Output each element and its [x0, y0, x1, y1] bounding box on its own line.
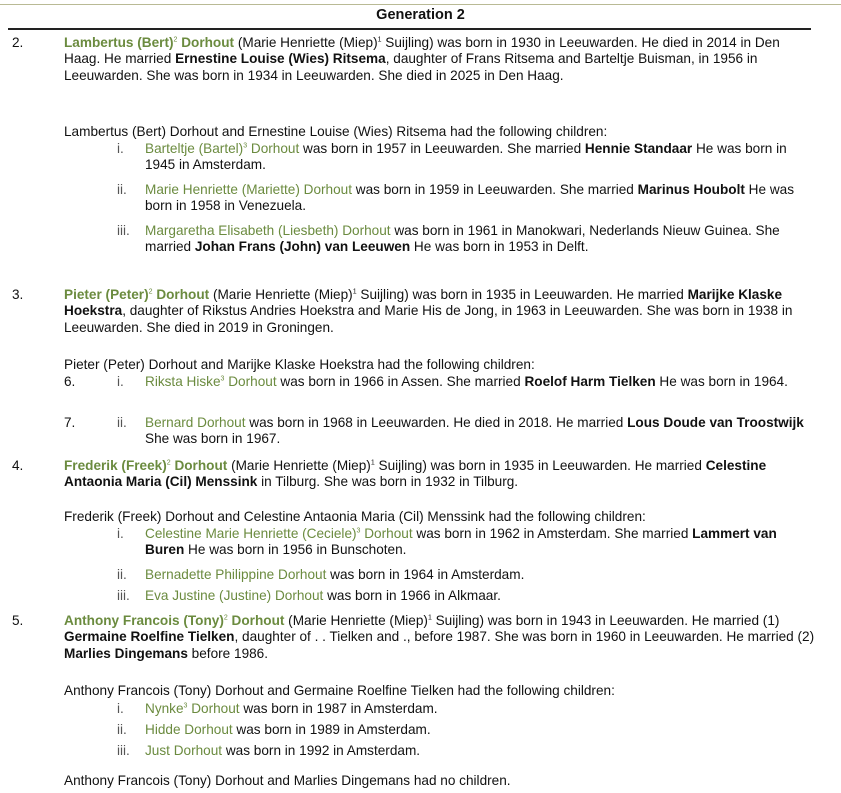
child-name[interactable]: Marie Henriette (Mariette) Dorhout	[145, 182, 352, 197]
parent-text: (Marie Henriette (Miep)	[209, 287, 353, 302]
generation-heading: Generation 2	[376, 7, 465, 23]
bio-text: Suijling) was born in 1930 in Leeuwarden. He died in 2014 in Den Haag. He married	[64, 35, 780, 67]
child-text	[145, 182, 815, 215]
child-bio: was born in 1992 in Amsterdam.	[222, 743, 421, 758]
generation-sup: 2	[148, 288, 153, 296]
child-bio: was born in 1968 in Leeuwarden. He died in 2018. He married	[245, 415, 628, 430]
entry-number: 5.	[12, 613, 24, 628]
child-surname[interactable]: Dorhout	[187, 701, 240, 716]
child-text	[145, 223, 815, 256]
child-gen-sup: 3	[183, 702, 188, 710]
child-gen-sup: 3	[356, 527, 361, 535]
child-spouse-bio: She was born in 1967.	[145, 431, 281, 447]
parent-text: (Marie Henriette (Miep)	[284, 613, 428, 628]
child-text	[145, 526, 815, 559]
parent-text: (Marie Henriette (Miep)	[227, 458, 371, 473]
child-name[interactable]: Bernadette Philippine Dorhout	[145, 567, 327, 582]
generation-sup: 2	[166, 459, 171, 467]
child-spouse: Roelof Harm Tielken	[524, 374, 656, 389]
child-bio: was born in 1964 in Amsterdam.	[326, 567, 525, 582]
child-roman: ii.	[117, 567, 127, 582]
entry-number: 3.	[12, 287, 24, 302]
bio-text: Suijling) was born in 1943 in Leeuwarden. He married (1)	[431, 613, 780, 628]
spouse-name: Marijke Klaske Hoekstra	[64, 287, 783, 319]
children-intro: Lambertus (Bert) Dorhout and Ernestine Louise (Wies) Ritsema had the following children:	[64, 124, 608, 139]
bio-text: Suijling) was born in 1935 in Leeuwarden. He married	[356, 287, 688, 302]
child-roman: i.	[117, 701, 124, 716]
parent-gen-sup: 1	[352, 288, 357, 296]
child-spouse-bio: He was born in 1953 in Delft.	[410, 239, 589, 255]
spouse-name: Celestine Antaonia Maria (Cil) Menssink	[64, 458, 767, 490]
top-border-line	[0, 4, 841, 5]
child-roman: iii.	[117, 223, 130, 238]
entry-number: 4.	[12, 458, 24, 473]
child-text	[145, 374, 815, 390]
child-name[interactable]: Nynke	[145, 701, 184, 716]
child-name[interactable]: Riksta Hiske	[145, 374, 221, 389]
child-number: 7.	[64, 415, 76, 430]
child-roman: ii.	[117, 415, 127, 430]
child-surname[interactable]: Dorhout	[360, 526, 413, 541]
children-intro: Anthony Francois (Tony) Dorhout and Germaine Roelfine Tielken had the following children:	[64, 683, 615, 698]
child-spouse: Hennie Standaar	[584, 141, 693, 156]
child-name[interactable]: Eva Justine (Justine) Dorhout	[145, 588, 324, 603]
child-bio: was born in 1961 in Manokwari, Nederlands Nieuw Guinea. She married	[145, 223, 780, 255]
child-spouse-bio: He was born in 1964.	[655, 374, 788, 389]
spouse-name-2: Marlies Dingemans	[64, 645, 188, 661]
child-text	[145, 722, 815, 738]
child-roman: iii.	[117, 743, 130, 758]
child-text	[145, 701, 815, 717]
child-gen-sup: 3	[243, 142, 248, 150]
child-name[interactable]: Bernard Dorhout	[145, 415, 246, 430]
child-roman: i.	[117, 374, 124, 389]
child-bio: was born in 1966 in Alkmaar.	[323, 588, 501, 603]
heading-rule	[8, 28, 811, 30]
person-name[interactable]: Frederik (Freek)	[64, 458, 167, 473]
child-roman: ii.	[117, 182, 127, 197]
child-spouse: Marinus Houbolt	[637, 182, 745, 197]
child-text	[145, 415, 815, 448]
child-bio: was born in 1959 in Leeuwarden. She married	[352, 182, 638, 197]
children-intro: Pieter (Peter) Dorhout and Marijke Klaske Hoekstra had the following children:	[64, 357, 535, 372]
person-name[interactable]: Pieter (Peter)	[64, 287, 149, 302]
child-number: 6.	[64, 374, 76, 389]
child-text	[145, 743, 815, 759]
bio-rest: , daughter of Rikstus Andries Hoekstra and Marie His de Jong, in 1963 in Leeuwarden. She was born in 1938 in Leeuwarden. She died in 2019 in Groningen.	[64, 303, 793, 335]
bio-text: Suijling) was born in 1935 in Leeuwarden. He married	[374, 458, 706, 473]
child-text	[145, 588, 815, 604]
child-bio: was born in 1989 in Amsterdam.	[232, 722, 431, 737]
children-intro: Frederik (Freek) Dorhout and Celestine Antaonia Maria (Cil) Menssink had the following children:	[64, 509, 646, 524]
person-name[interactable]: Lambertus (Bert)	[64, 35, 174, 50]
child-name[interactable]: Hidde Dorhout	[145, 722, 233, 737]
entry-paragraph	[64, 287, 816, 336]
parent-text: (Marie Henriette (Miep)	[234, 35, 378, 50]
child-name[interactable]: Just Dorhout	[145, 743, 223, 758]
person-name[interactable]: Anthony Francois (Tony)	[64, 613, 224, 628]
child-roman: ii.	[117, 722, 127, 737]
child-bio: was born in 1987 in Amsterdam.	[239, 701, 438, 716]
child-surname[interactable]: Dorhout	[224, 374, 277, 389]
child-name[interactable]: Margaretha Elisabeth (Liesbeth) Dorhout	[145, 223, 391, 238]
spouse-name: Ernestine Louise (Wies) Ritsema	[175, 51, 386, 67]
child-spouse-bio: He was born in 1958 in Venezuela.	[145, 182, 794, 214]
child-spouse: Lammert van Buren	[145, 526, 777, 558]
child-bio: was born in 1966 in Assen. She married	[276, 374, 525, 389]
child-roman: iii.	[117, 588, 130, 603]
child-spouse-bio: He was born in 1956 in Bunschoten.	[184, 542, 407, 558]
child-bio: was born in 1962 in Amsterdam. She married	[412, 526, 693, 541]
bio-rest: in Tilburg. She was born in 1932 in Tilburg.	[257, 474, 519, 490]
parent-gen-sup: 1	[370, 459, 375, 467]
child-name[interactable]: Barteltje (Bartel)	[145, 141, 244, 156]
child-spouse: Lous Doude van Troostwijk	[627, 415, 804, 430]
child-gen-sup: 3	[220, 375, 225, 383]
entry-paragraph	[64, 35, 816, 84]
child-roman: i.	[117, 526, 124, 541]
generation-sup: 2	[223, 614, 228, 622]
no-children-note: Anthony Francois (Tony) Dorhout and Marlies Dingemans had no children.	[64, 773, 511, 788]
spouse-name: Germaine Roelfine Tielken	[64, 629, 235, 645]
bio-rest: , daughter of Frans Ritsema and Barteltje Buisman, in 1956 in Leeuwarden. She was born in 1934 in Leeuwarden. She died in 2025 in Den Haag.	[64, 51, 758, 83]
parent-gen-sup: 1	[427, 614, 432, 622]
person-surname[interactable]: Dorhout	[174, 458, 228, 473]
child-bio: was born in 1957 in Leeuwarden. She married	[299, 141, 585, 156]
parent-gen-sup: 1	[377, 36, 382, 44]
bio-rest: , daughter of . . Tielken and ., before 1987. She was born in 1960 in Leeuwarden. He married (2)	[234, 629, 815, 645]
child-text	[145, 567, 815, 583]
child-roman: i.	[117, 141, 124, 156]
generation-sup: 2	[173, 36, 178, 44]
person-surname[interactable]: Dorhout	[156, 287, 210, 302]
child-spouse-bio: He was born in 1945 in Amsterdam.	[145, 141, 787, 173]
child-text	[145, 141, 815, 174]
person-surname[interactable]: Dorhout	[181, 35, 235, 50]
child-surname[interactable]: Dorhout	[247, 141, 300, 156]
entry-number: 2.	[12, 35, 24, 50]
entry-paragraph	[64, 458, 816, 491]
child-spouse: Johan Frans (John) van Leeuwen	[194, 239, 411, 255]
entry-paragraph	[64, 613, 816, 662]
bio-rest-2: before 1986.	[187, 645, 269, 661]
person-surname[interactable]: Dorhout	[231, 613, 285, 628]
child-name[interactable]: Celestine Marie Henriette (Ceciele)	[145, 526, 357, 541]
